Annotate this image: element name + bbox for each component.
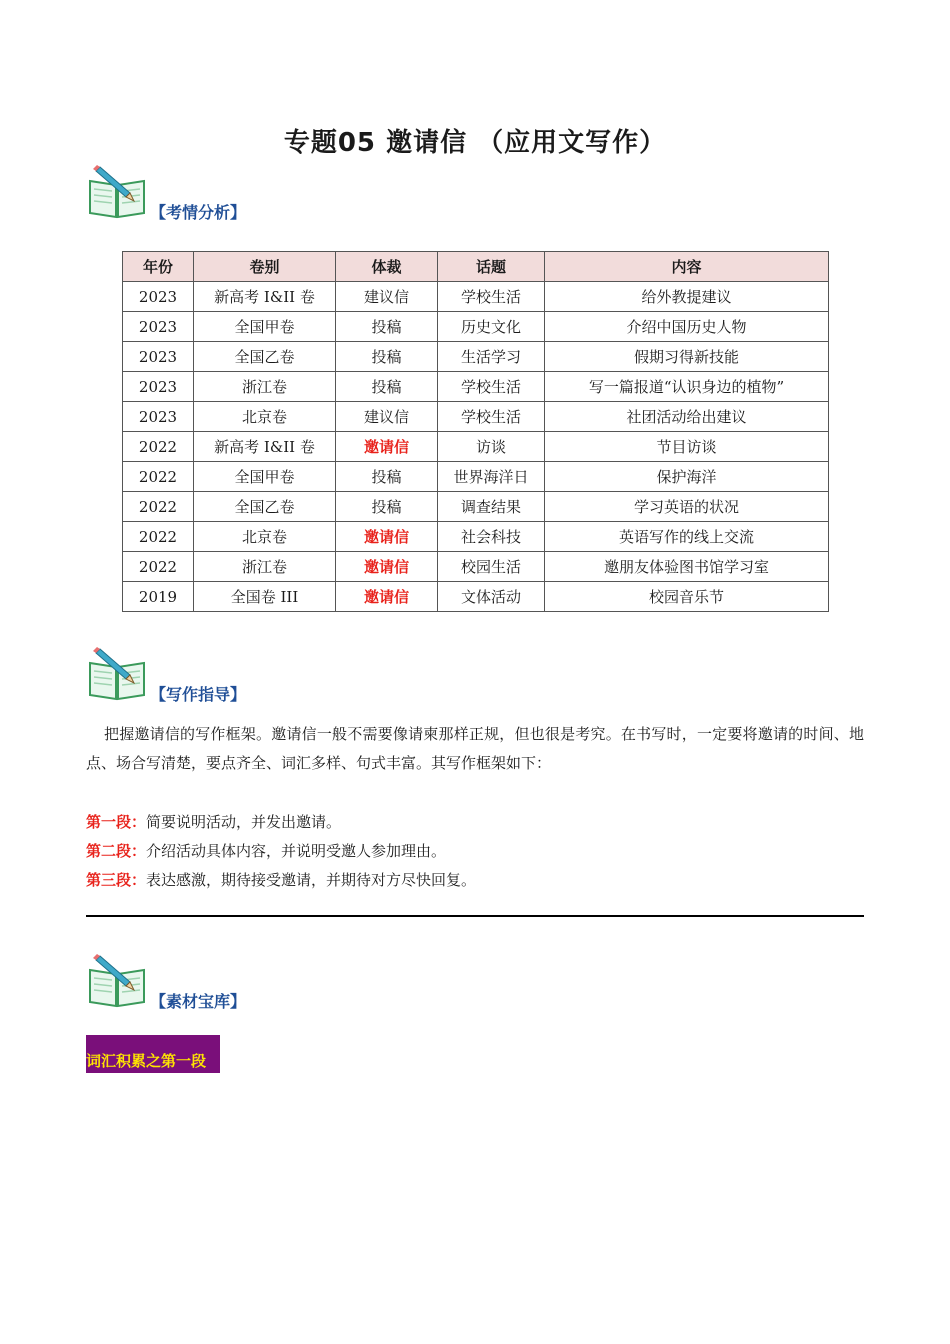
- table-cell: 全国乙卷: [194, 342, 336, 372]
- table-header-cell: 话题: [438, 252, 545, 282]
- table-cell: 介绍中国历史人物: [545, 312, 829, 342]
- table-cell: 北京卷: [194, 402, 336, 432]
- table-cell: 英语写作的线上交流: [545, 522, 829, 552]
- table-cell: 保护海洋: [545, 462, 829, 492]
- table-row: [123, 432, 829, 462]
- table-cell: 北京卷: [194, 522, 336, 552]
- table-row: [123, 492, 829, 522]
- table-cell: 全国甲卷: [194, 462, 336, 492]
- section-guide-label: 【写作指导】: [150, 685, 247, 704]
- table-cell: 全国卷 III: [194, 582, 336, 612]
- table-row: [123, 582, 829, 612]
- table-cell: 学习英语的状况: [545, 492, 829, 522]
- table-cell: 邀朋友体验图书馆学习室: [545, 552, 829, 582]
- table-cell: 浙江卷: [194, 552, 336, 582]
- table-cell: 2023: [123, 402, 194, 432]
- table-cell: 2022: [123, 522, 194, 552]
- table-row: [123, 402, 829, 432]
- table-cell: 社会科技: [438, 522, 545, 552]
- table-cell: 世界海洋日: [438, 462, 545, 492]
- table-cell: 社团活动给出建议: [545, 402, 829, 432]
- paragraph-2-tag: 第二段：: [86, 842, 147, 860]
- guide-intro: 把握邀请信的写作框架。邀请信一般不需要像请柬那样正规，但也很是考究。在书写时，一定要将邀请的时间、地点、场合写清楚，要点齐全、词汇多样、句式丰富。其写作框架如下：: [86, 725, 864, 772]
- paragraph-3-text: 表达感激，期待接受邀请，并期待对方尽快回复。: [146, 871, 477, 889]
- paragraph-3: [86, 869, 476, 890]
- table-cell: 2022: [123, 462, 194, 492]
- table-cell: 节目访谈: [545, 432, 829, 462]
- book-pencil-icon: [86, 952, 150, 1010]
- paragraph-1-tag: 第一段：: [86, 813, 147, 831]
- table-cell: 2023: [123, 282, 194, 312]
- table-header-cell: 卷别: [194, 252, 336, 282]
- table-cell: 投稿: [336, 342, 438, 372]
- table-cell: 校园音乐节: [545, 582, 829, 612]
- table-cell: 生活学习: [438, 342, 545, 372]
- table-header-cell: 体裁: [336, 252, 438, 282]
- table-cell: 新高考 I&II 卷: [194, 282, 336, 312]
- table-row: [123, 342, 829, 372]
- table-header-cell: 内容: [545, 252, 829, 282]
- table-cell: 假期习得新技能: [545, 342, 829, 372]
- book-pencil-icon: [86, 163, 150, 221]
- table-cell: 邀请信: [336, 432, 438, 462]
- table-cell: 2019: [123, 582, 194, 612]
- table-cell: 投稿: [336, 312, 438, 342]
- table-cell: 建议信: [336, 402, 438, 432]
- table-cell: 2022: [123, 552, 194, 582]
- table-cell: 投稿: [336, 462, 438, 492]
- table-cell: 2023: [123, 372, 194, 402]
- table-cell: 2022: [123, 432, 194, 462]
- book-pencil-icon: [86, 645, 150, 703]
- table-cell: 建议信: [336, 282, 438, 312]
- table-cell: 文体活动: [438, 582, 545, 612]
- table-cell: 学校生活: [438, 282, 545, 312]
- table-row: [123, 282, 829, 312]
- table-cell: 校园生活: [438, 552, 545, 582]
- table-row: [123, 462, 829, 492]
- paragraph-1: [86, 811, 341, 832]
- table-cell: 写一篇报道“认识身边的植物”: [545, 372, 829, 402]
- vocab-paragraph-1-tag: 词汇积累之第一段: [86, 1035, 220, 1073]
- table-cell: 邀请信: [336, 522, 438, 552]
- section-divider: [86, 915, 864, 917]
- table-cell: 学校生活: [438, 372, 545, 402]
- table-row: [123, 552, 829, 582]
- table-cell: 投稿: [336, 492, 438, 522]
- section-material-label: 【素材宝库】: [150, 992, 247, 1011]
- table-cell: 2022: [123, 492, 194, 522]
- table-cell: 新高考 I&II 卷: [194, 432, 336, 462]
- table-cell: 全国甲卷: [194, 312, 336, 342]
- table-row: [123, 312, 829, 342]
- table-header-row: [123, 252, 829, 282]
- paragraph-1-text: 简要说明活动，并发出邀请。: [146, 813, 342, 831]
- table-cell: 邀请信: [336, 552, 438, 582]
- table-cell: 历史文化: [438, 312, 545, 342]
- section-analysis-label: 【考情分析】: [150, 203, 247, 222]
- exam-analysis-table: [122, 251, 829, 612]
- table-cell: 给外教提建议: [545, 282, 829, 312]
- table-cell: 访谈: [438, 432, 545, 462]
- table-cell: 2023: [123, 342, 194, 372]
- table-row: [123, 372, 829, 402]
- table-cell: 调查结果: [438, 492, 545, 522]
- table-header-cell: 年份: [123, 252, 194, 282]
- table-cell: 学校生活: [438, 402, 545, 432]
- table-cell: 浙江卷: [194, 372, 336, 402]
- page-title: 专题05 邀请信 （应用文写作）: [283, 128, 667, 158]
- table-cell: 邀请信: [336, 582, 438, 612]
- table-row: [123, 522, 829, 552]
- paragraph-2: [86, 840, 446, 861]
- table-cell: 2023: [123, 312, 194, 342]
- paragraph-2-text: 介绍活动具体内容，并说明受邀人参加理由。: [146, 842, 447, 860]
- table-cell: 投稿: [336, 372, 438, 402]
- table-cell: 全国乙卷: [194, 492, 336, 522]
- paragraph-3-tag: 第三段：: [86, 871, 147, 889]
